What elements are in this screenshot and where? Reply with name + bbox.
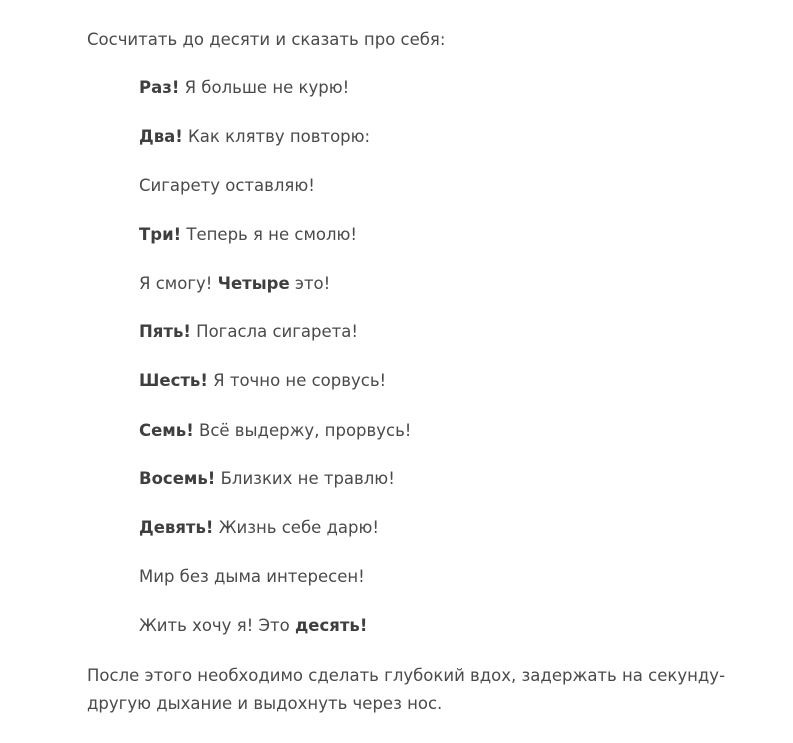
verse-line-11: Мир без дыма интересен! xyxy=(139,567,365,586)
verse-line-6: Пять! Погасла сигарета! xyxy=(139,322,358,341)
verse-line-12: Жить хочу я! Это десять! xyxy=(139,616,368,635)
verse-line-2: Два! Как клятву повторю: xyxy=(139,127,371,146)
outro-paragraph: После этого необходимо сделать глубокий вдох, задержать на секунду-другую дыхание и выдохнуть через нос. xyxy=(87,666,726,713)
verse-line-7: Шесть! Я точно не сорвусь! xyxy=(139,371,387,390)
verse-line-8: Семь! Всё выдержу, прорвусь! xyxy=(139,421,412,440)
verse-line-1: Раз! Я больше не курю! xyxy=(139,78,350,97)
verse-line-9: Восемь! Близких не травлю! xyxy=(139,469,395,488)
verse-line-5: Я смогу! Четыре это! xyxy=(139,274,331,293)
verse-line-10: Девять! Жизнь себе дарю! xyxy=(139,518,380,537)
verse-line-4: Три! Теперь я не смолю! xyxy=(139,225,358,244)
intro-paragraph: Сосчитать до десяти и сказать про себя: xyxy=(87,30,446,49)
verse-line-3: Сигарету оставляю! xyxy=(139,176,315,195)
